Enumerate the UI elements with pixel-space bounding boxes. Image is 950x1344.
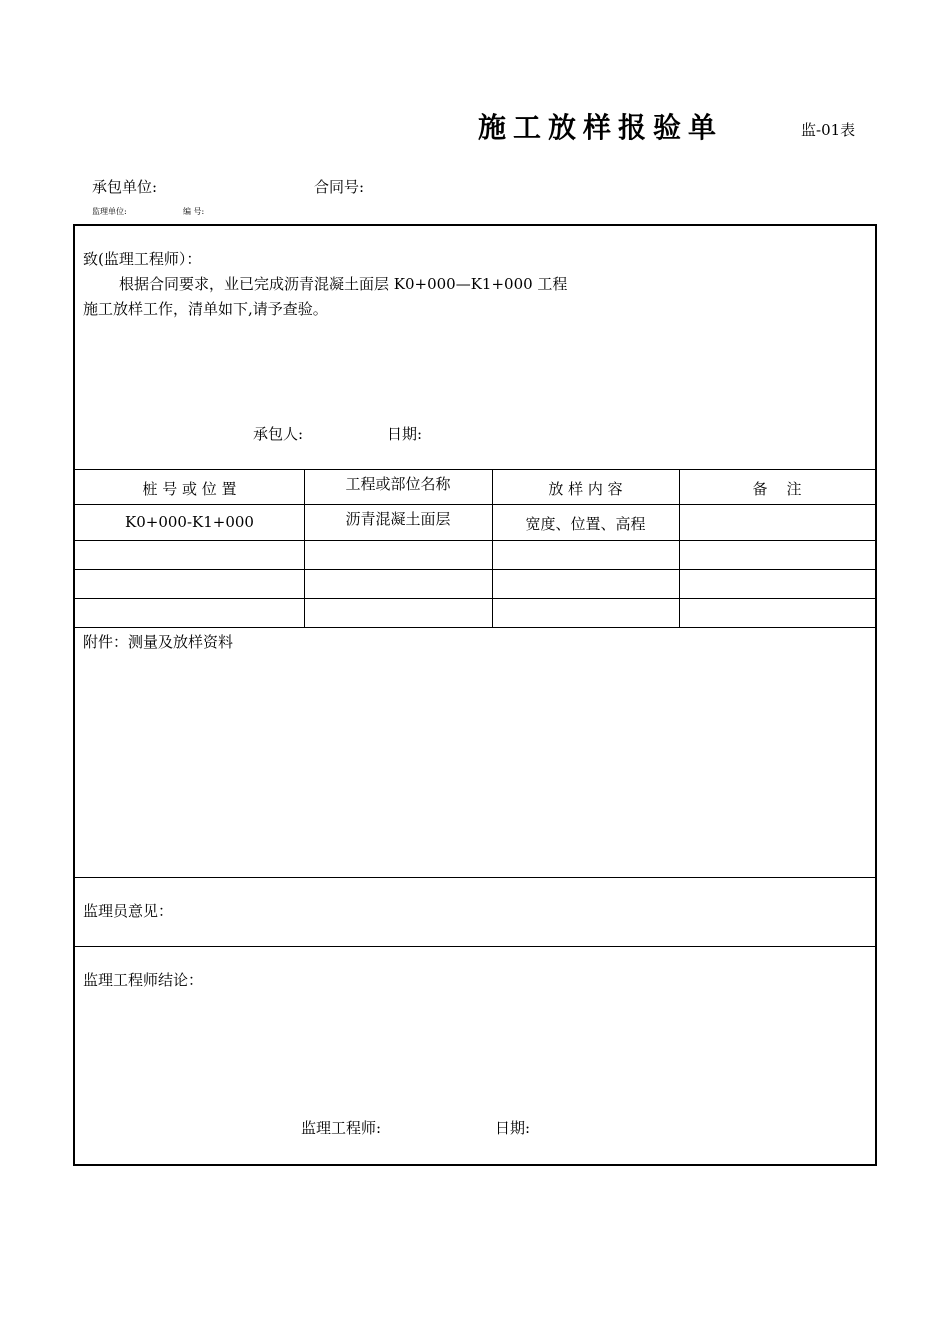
divider [75, 877, 875, 878]
form-code: 监-01表 [801, 121, 856, 139]
divider [75, 469, 875, 470]
report-form [73, 224, 877, 1166]
contract-number-label: 合同号: [314, 178, 365, 196]
engineer-date-label: 日期: [495, 1119, 531, 1137]
table-header-part-name: 工程或部位名称 [345, 475, 451, 493]
table-cell: 宽度、位置、高程 [525, 515, 646, 533]
request-date-label: 日期: [387, 425, 423, 443]
number-label: 编 号: [183, 207, 205, 216]
request-body-line2: 施工放样工作，清单如下,请予查验。 [83, 300, 328, 318]
divider [75, 598, 875, 599]
table-header-stake: 桩 号 或 位 置 [142, 480, 237, 498]
contractor-sign-label: 承包人: [253, 425, 304, 443]
attachment-label: 附件：测量及放样资料 [83, 633, 234, 651]
divider [75, 627, 875, 628]
divider [75, 504, 875, 505]
contractor-label: 承包单位: [92, 178, 158, 196]
inspector-opinion-label: 监理员意见： [83, 902, 174, 920]
supervisor-unit-label: 监理单位: [92, 207, 127, 216]
table-cell: 沥青混凝土面层 [345, 510, 451, 528]
divider [75, 946, 875, 947]
table-cell: K0+000-K1+000 [125, 513, 254, 531]
page-title: 施工放样报验单 [478, 111, 724, 144]
table-header-remarks: 备 注 [752, 480, 802, 498]
request-body-line1: 根据合同要求，业已完成沥青混凝土面层 K0+000—K1+000 工程 [119, 275, 568, 293]
engineer-sign-label: 监理工程师: [301, 1119, 382, 1137]
table-header-content: 放 样 内 容 [548, 480, 623, 498]
salutation: 致(监理工程师）： [83, 250, 202, 268]
engineer-conclusion-label: 监理工程师结论： [83, 971, 204, 989]
divider [75, 540, 875, 541]
divider [75, 569, 875, 570]
